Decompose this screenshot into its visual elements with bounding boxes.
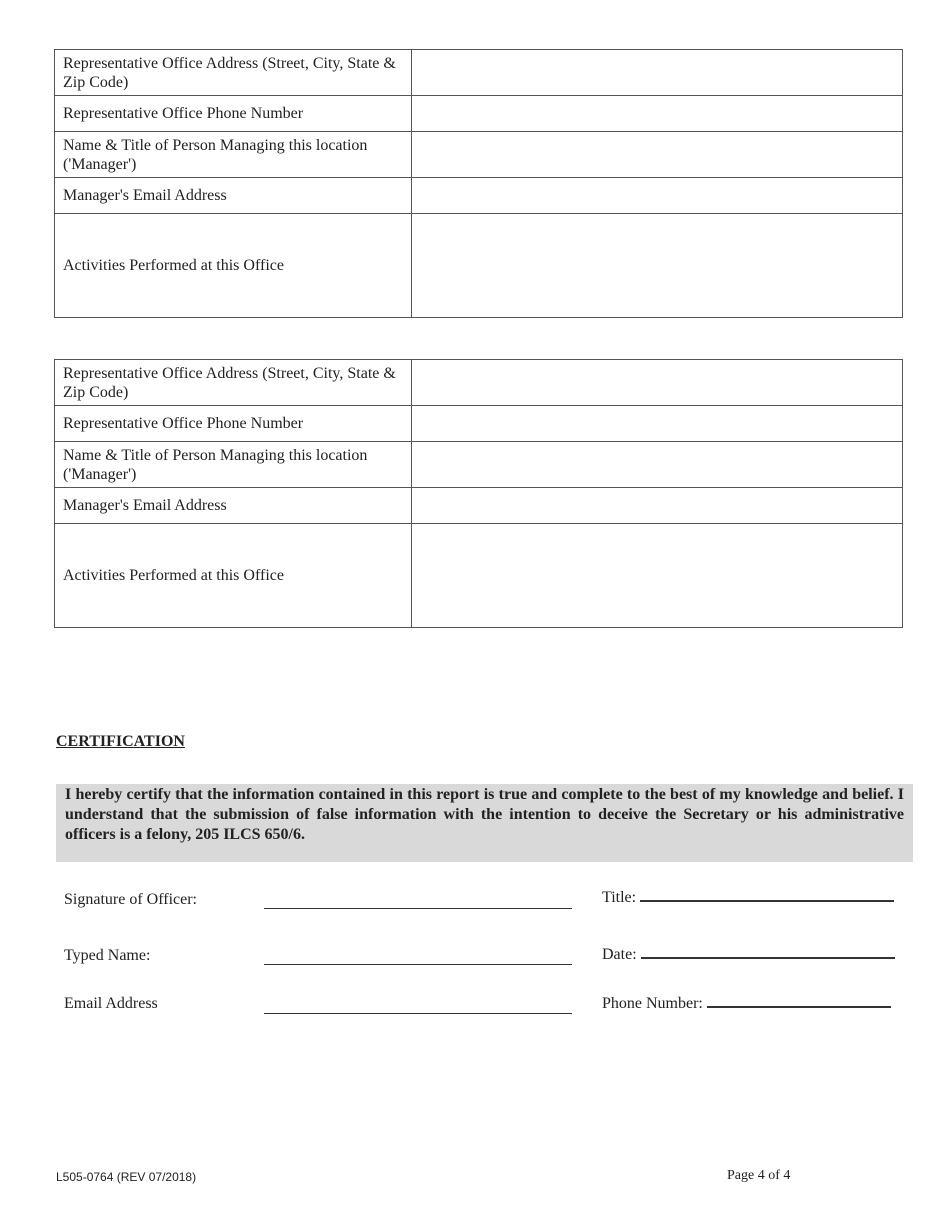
signature-officer-label: Signature of Officer: <box>64 891 197 908</box>
title-field <box>602 889 894 907</box>
title-label: Title: <box>602 889 637 906</box>
page-number: Page 4 of 4 <box>727 1168 791 1183</box>
typed-name-line[interactable] <box>264 964 572 965</box>
office-table-2 <box>54 359 903 628</box>
date-line[interactable] <box>641 956 895 959</box>
office-phone-field[interactable] <box>412 406 903 442</box>
phone-field <box>602 995 891 1013</box>
activities-label: Activities Performed at this Office <box>55 214 412 318</box>
date-field <box>602 946 895 964</box>
certification-heading: CERTIFICATION <box>56 733 185 750</box>
activities-field[interactable] <box>412 524 903 628</box>
office-address-label: Representative Office Address (Street, City, State & Zip Code) <box>55 50 412 96</box>
manager-name-field[interactable] <box>412 132 903 178</box>
office-table-1 <box>54 49 903 318</box>
office-phone-label: Representative Office Phone Number <box>55 96 412 132</box>
office-address-label: Representative Office Address (Street, City, State & Zip Code) <box>55 360 412 406</box>
activities-field[interactable] <box>412 214 903 318</box>
activities-label: Activities Performed at this Office <box>55 524 412 628</box>
manager-email-field[interactable] <box>412 178 903 214</box>
manager-name-label: Name & Title of Person Managing this location ('Manager') <box>55 442 412 488</box>
office-address-field[interactable] <box>412 360 903 406</box>
office-phone-field[interactable] <box>412 96 903 132</box>
form-id: L505-0764 (REV 07/2018) <box>56 1170 197 1184</box>
office-phone-label: Representative Office Phone Number <box>55 406 412 442</box>
manager-name-field[interactable] <box>412 442 903 488</box>
certification-statement: I hereby certify that the information contained in this report is true and complete to the best of my knowledge and belief. I understand that the submission of false information with the intention to deceive the Secretary or his administrative officers is a felony, 205 ILCS 650/6. <box>56 784 913 862</box>
email-address-line[interactable] <box>264 1013 572 1014</box>
typed-name-label: Typed Name: <box>64 947 151 964</box>
signature-officer-line[interactable] <box>264 908 572 909</box>
phone-label: Phone Number: <box>602 995 703 1012</box>
manager-email-label: Manager's Email Address <box>55 178 412 214</box>
title-line[interactable] <box>640 899 894 902</box>
manager-name-label: Name & Title of Person Managing this location ('Manager') <box>55 132 412 178</box>
office-address-field[interactable] <box>412 50 903 96</box>
date-label: Date: <box>602 946 637 963</box>
phone-line[interactable] <box>707 1005 891 1008</box>
manager-email-label: Manager's Email Address <box>55 488 412 524</box>
manager-email-field[interactable] <box>412 488 903 524</box>
email-address-label: Email Address <box>64 995 158 1012</box>
